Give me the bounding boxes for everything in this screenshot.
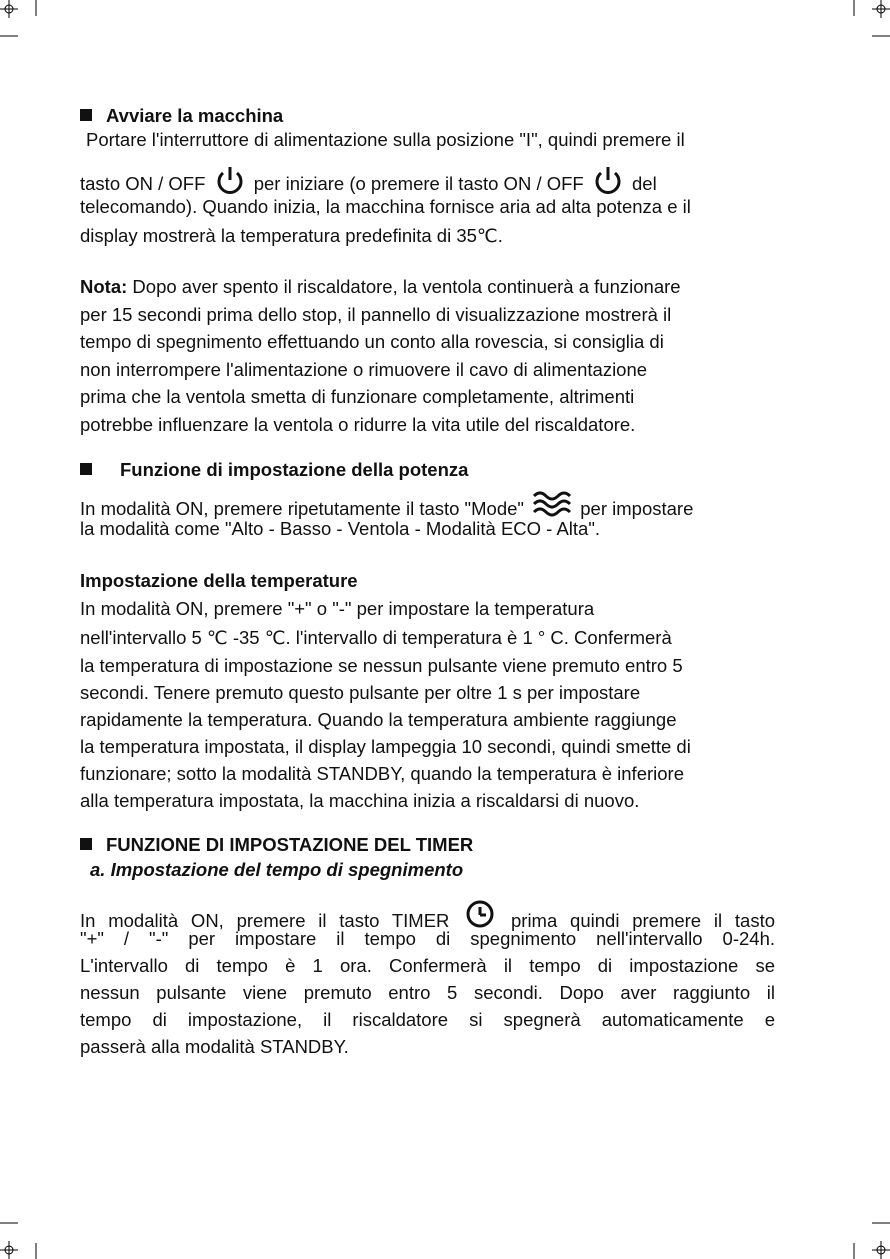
- paragraph-line: la modalità come "Alto - Basso - Ventola - Modalità ECO - Alta".: [80, 518, 601, 539]
- paragraph-line: nessun pulsante viene premuto entro 5 secondi. Dopo aver raggiunto il: [80, 982, 775, 1003]
- section-heading-temperature: Impostazione della temperature: [80, 570, 358, 591]
- crop-mark-icon: [850, 0, 890, 40]
- paragraph-line: In modalità ON, premere "+" o "-" per impostare la temperatura: [80, 598, 595, 619]
- paragraph-line: display mostrerà la temperatura predefinita di 35℃.: [80, 225, 503, 246]
- paragraph-line: L'intervallo di tempo è 1 ora. Confermerà il tempo di impostazione se: [80, 955, 775, 976]
- note-line: tempo di spegnimento effettuando un conto alla rovescia, si consiglia di: [80, 331, 664, 352]
- subheading-timer-off: a. Impostazione del tempo di spegnimento: [90, 859, 464, 880]
- note-line: non interrompere l'alimentazione o rimuovere il cavo di alimentazione: [80, 359, 648, 380]
- crop-mark-icon: [0, 1219, 40, 1259]
- section-heading-power: Funzione di impostazione della potenza: [80, 458, 468, 482]
- paragraph-line: "+" / "-" per impostare il tempo di spegnimento nell'intervallo 0-24h.: [80, 928, 775, 949]
- note-line: potrebbe influenzare la ventola o ridurre la vita utile del riscaldatore.: [80, 414, 636, 435]
- paragraph-line: nell'intervallo 5 ℃ -35 ℃. l'intervallo di temperatura è 1 ° C. Confermerà: [80, 627, 672, 648]
- paragraph-line: passerà alla modalità STANDBY.: [80, 1036, 349, 1057]
- paragraph-line: Portare l'interruttore di alimentazione sulla posizione "I", quindi premere il: [86, 129, 685, 150]
- section-heading-start: Avviare la macchina: [80, 104, 283, 128]
- paragraph-line: alla temperatura impostata, la macchina inizia a riscaldarsi di nuovo.: [80, 790, 640, 811]
- bullet-square-icon: [80, 109, 92, 121]
- paragraph-line: In modalità ON, premere il tasto TIMER prima quindi premere il tasto: [80, 899, 775, 935]
- paragraph-line: telecomando). Quando inizia, la macchina fornisce aria ad alta potenza e il: [80, 196, 691, 217]
- bullet-square-icon: [80, 838, 92, 850]
- paragraph-line: secondi. Tenere premuto questo pulsante per oltre 1 s per impostare: [80, 682, 641, 703]
- section-heading-timer: FUNZIONE DI IMPOSTAZIONE DEL TIMER: [80, 833, 473, 857]
- paragraph-line: tasto ON / OFF per iniziare (o premere il tasto ON / OFF del: [80, 166, 657, 202]
- paragraph-line: tempo di impostazione, il riscaldatore si spegnerà automaticamente e: [80, 1009, 775, 1030]
- note-line: prima che la ventola smetta di funzionare completamente, altrimenti: [80, 386, 635, 407]
- paragraph-line: rapidamente la temperatura. Quando la temperatura ambiente raggiunge: [80, 709, 677, 730]
- bullet-square-icon: [80, 463, 92, 475]
- note-line: Nota: Dopo aver spento il riscaldatore, la ventola continuerà a funzionare: [80, 276, 681, 297]
- paragraph-line: la temperatura di impostazione se nessun pulsante viene premuto entro 5: [80, 655, 683, 676]
- crop-mark-icon: [0, 0, 40, 40]
- note-line: per 15 secondi prima dello stop, il pannello di visualizzazione mostrerà il: [80, 304, 672, 325]
- crop-mark-icon: [850, 1219, 890, 1259]
- paragraph-line: la temperatura impostata, il display lampeggia 10 secondi, quindi smette di: [80, 736, 691, 757]
- paragraph-line: In modalità ON, premere ripetutamente il tasto "Mode" per impostare: [80, 489, 693, 525]
- paragraph-line: funzionare; sotto la modalità STANDBY, quando la temperatura è inferiore: [80, 763, 684, 784]
- note-label: Nota:: [80, 276, 128, 297]
